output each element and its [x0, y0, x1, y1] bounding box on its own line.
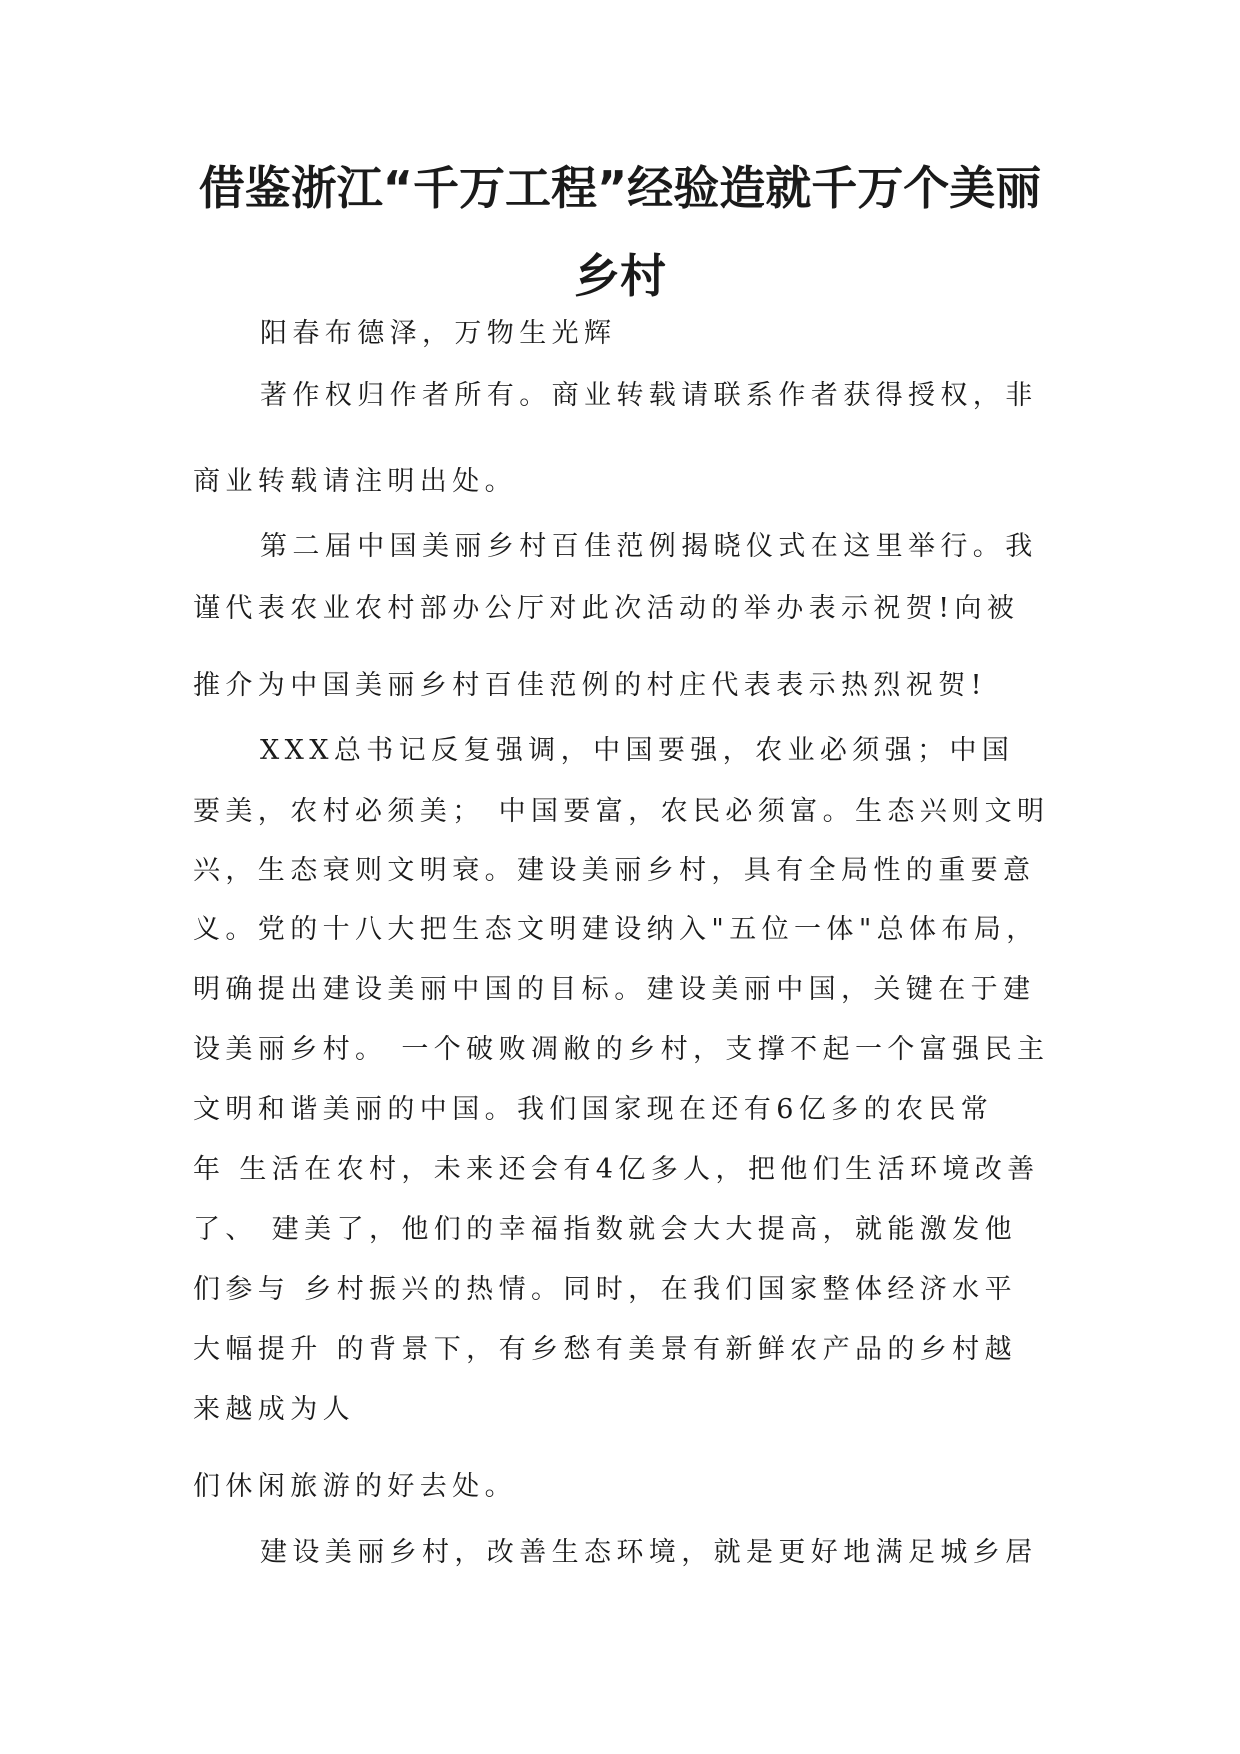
- text-line: 设美丽乡村。 一个破败凋敝的乡村，支撑不起一个富强民主: [193, 1034, 1050, 1065]
- text-line: 了、 建美了，他们的幸福指数就会大大提高，就能激发他: [193, 1214, 1017, 1245]
- text-line: 文明和谐美丽的中国。我们国家现在还有6亿多的农民常: [193, 1094, 994, 1125]
- text-line: 阳春布德泽，万物生光辉: [260, 318, 617, 349]
- text-line: 商业转载请注明出处。: [193, 466, 517, 497]
- text-line: 们参与 乡村振兴的热情。同时，在我们国家整体经济水平: [193, 1274, 1017, 1305]
- text-line: 来越成为人: [193, 1394, 355, 1425]
- text-line: 推介为中国美丽乡村百佳范例的村庄代表表示热烈祝贺!: [193, 670, 987, 701]
- text-line: 第二届中国美丽乡村百佳范例揭晓仪式在这里举行。我: [260, 531, 1038, 562]
- document-title-line-1: 借鉴浙江“千万工程”经验造就千万个美丽: [198, 161, 1042, 215]
- text-line: 要美，农村必须美； 中国要富，农民必须富。生态兴则文明: [193, 796, 1050, 827]
- text-line: 大幅提升 的背景下，有乡愁有美景有新鲜农产品的乡村越: [193, 1334, 1017, 1365]
- text-line: 明确提出建设美丽中国的目标。建设美丽中国，关键在于建: [193, 974, 1036, 1005]
- document-title-line-2: 乡村: [574, 249, 666, 303]
- text-line: 年 生活在农村，未来还会有4亿多人，把他们生活环境改善: [193, 1154, 1040, 1185]
- text-line: 兴，生态衰则文明衰。建设美丽乡村，具有全局性的重要意: [193, 855, 1036, 886]
- text-line: 著作权归作者所有。商业转载请联系作者获得授权，非: [260, 380, 1038, 411]
- text-line: 义。党的十八大把生态文明建设纳入"五位一体"总体布局，: [193, 914, 1039, 945]
- text-line: 建设美丽乡村，改善生态环境，就是更好地满足城乡居: [260, 1537, 1038, 1568]
- text-line: 们休闲旅游的好去处。: [193, 1471, 517, 1502]
- text-line: XXX总书记反复强调，中国要强，农业必须强；中国: [260, 735, 1015, 766]
- text-line: 谨代表农业农村部办公厅对此次活动的举办表示祝贺!向被: [193, 593, 1020, 624]
